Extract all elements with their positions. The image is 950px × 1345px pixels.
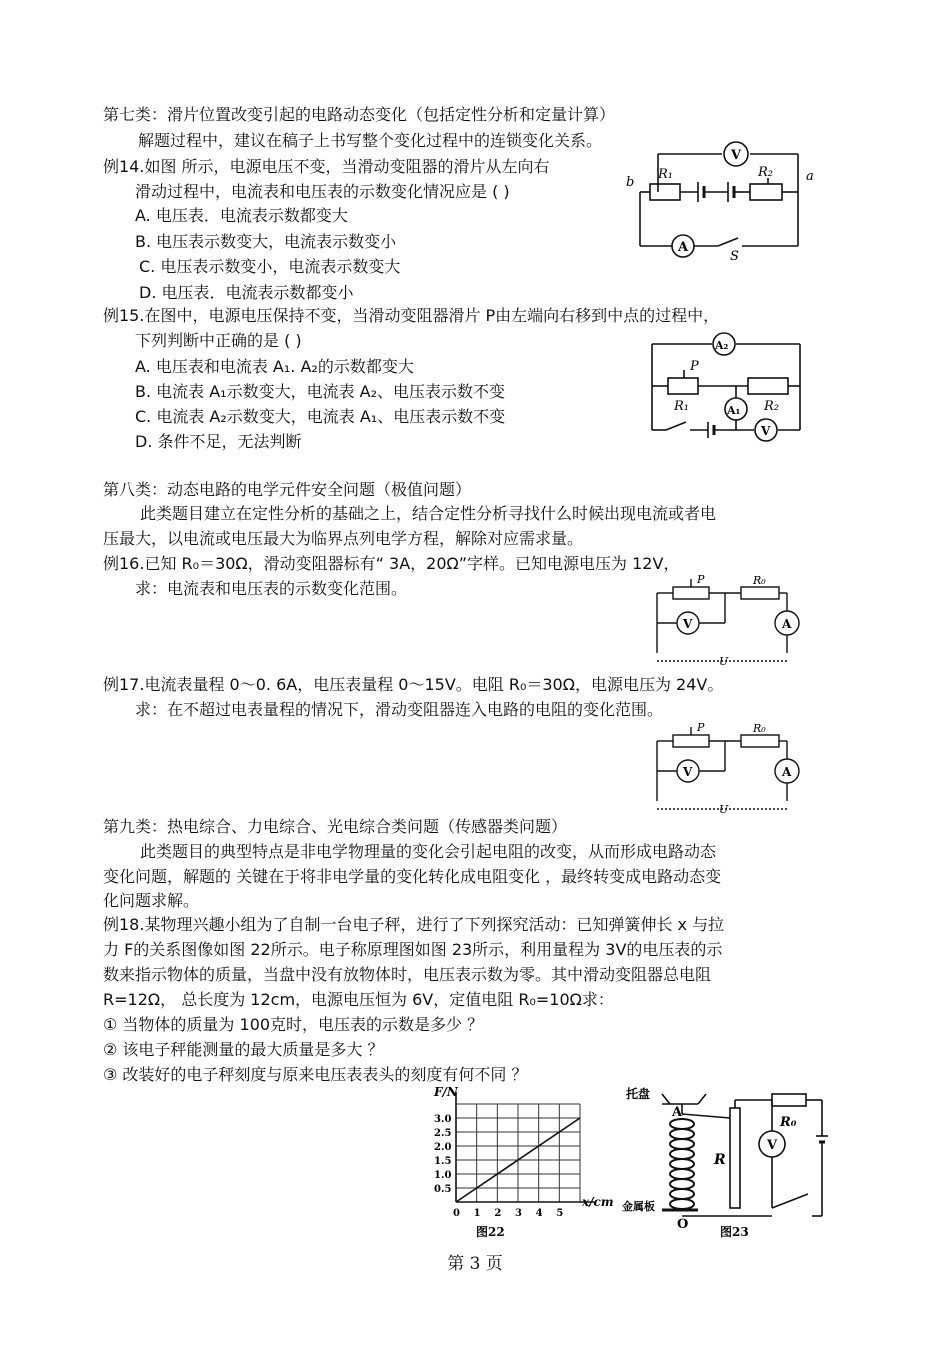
- ex16-question-line2: 求：电流表和电压表的示数变化范围。: [135, 579, 408, 598]
- ex15-option-d: D. 条件不足，无法判断: [135, 432, 302, 451]
- figure22-chart: [420, 1080, 620, 1240]
- ex18-question-line2: 力 F的关系图像如图 22所示。电子称原理图如图 23所示，利用量程为 3V的电压表的示: [103, 940, 723, 959]
- ex18-question-line3: 数来指示物体的质量，当盘中没有放物体时，电压表示数为零。其中滑动变阻器总电阻: [103, 965, 712, 984]
- switch-label: S: [730, 249, 739, 264]
- ex16-question-line1: 例16.已知 R₀＝30Ω，滑动变阻器标有“ 3A，20Ω”字样。已知电源电压为 12V，: [103, 554, 680, 573]
- ex14-circuit-diagram: [618, 134, 826, 264]
- x-tick-label: 5: [556, 1208, 564, 1219]
- voltmeter-label: V: [731, 148, 742, 163]
- r2-label: R₂: [764, 399, 779, 414]
- voltmeter-label: V: [761, 424, 771, 438]
- r0-label: R₀: [753, 722, 766, 735]
- slider-p-label: P: [690, 359, 699, 374]
- y-tick-label: 1.0: [434, 1170, 452, 1181]
- ex15-question-line2: 下列判断中正确的是 ( ): [135, 331, 302, 350]
- terminal-a-label: a: [806, 169, 814, 184]
- tray-label: 托盘: [626, 1087, 651, 1101]
- voltage-u-label: U: [719, 655, 729, 668]
- section9-desc3: 化问题求解。: [103, 891, 200, 910]
- ex18-question-line1: 例18.某物理兴趣小组为了自制一台电子秤，进行了下列探究活动：已知弹簧伸长 x 与拉: [103, 915, 725, 934]
- x-tick-label: 4: [535, 1208, 543, 1219]
- ex16-circuit-diagram: [645, 571, 809, 668]
- ex15-circuit-diagram: [632, 330, 816, 447]
- r1-label: R₁: [658, 167, 673, 182]
- slider-p-label: P: [697, 573, 705, 586]
- x-axis-label: x/cm: [582, 1195, 614, 1209]
- figure22-caption: 图22: [476, 1225, 505, 1239]
- ex17-question-line1: 例17.电流表量程 0～0. 6A，电压表量程 0～15V。电阻 R₀＝30Ω，电源电压为 24V。: [103, 675, 724, 694]
- ex14-option-d: D. 电压表．电流表示数都变小: [139, 283, 354, 302]
- x-tick-label: 0: [453, 1208, 460, 1219]
- ammeter-label: A: [678, 240, 689, 255]
- ex14-option-a: A. 电压表．电流表示数都变大: [135, 206, 348, 225]
- y-tick-label: 1.5: [434, 1156, 452, 1167]
- r1-label: R₁: [674, 399, 689, 414]
- a2-label: A₂: [715, 339, 729, 352]
- ex18-subquestion-1: ① 当物体的质量为 100克时，电压表的示数是多少 ？: [103, 1015, 484, 1034]
- ex15-option-c: C. 电流表 A₂示数变大，电流表 A₁、电压表示数不变: [135, 407, 506, 426]
- ex18-question-line4: R=12Ω， 总长度为 12cm，电源电压恒为 6V，定值电阻 R₀=10Ω求：: [103, 990, 614, 1009]
- y-tick-label: 2.5: [434, 1128, 452, 1139]
- r0-label: R₀: [753, 574, 766, 587]
- point-o-label: O: [677, 1217, 689, 1232]
- y-tick-label: 0.5: [434, 1184, 452, 1195]
- ex17-circuit-diagram: [645, 719, 809, 816]
- voltmeter-label: V: [683, 765, 693, 779]
- ex14-question-line1: 例14.如图 所示，电源电压不变，当滑动变阻器的滑片从左向右: [103, 157, 550, 176]
- figure23-circuit-diagram: [622, 1076, 834, 1240]
- section9-desc2: 变化问题，解题的 关键在于将非电学量的变化转化成电阻变化 ，最终转变成电路动态变: [103, 867, 722, 886]
- ammeter-label: A: [782, 617, 792, 631]
- section9-title: 第九类：热电综合、力电综合、光电综合类问题（传感器类问题）: [103, 817, 568, 836]
- voltage-u-label: U: [719, 803, 729, 816]
- section9-desc1: 此类题目的典型特点是非电学物理量的变化会引起电阻的改变，从而形成电路动态: [140, 842, 717, 861]
- ex15-option-a: A. 电压表和电流表 A₁. A₂的示数都变大: [135, 357, 414, 376]
- y-tick-label: 2.0: [434, 1142, 452, 1153]
- ammeter-label: A: [782, 765, 792, 779]
- terminal-b-label: b: [626, 175, 635, 190]
- voltmeter-label: V: [767, 1138, 778, 1153]
- page-number: 第 3 页: [447, 1254, 503, 1274]
- section8-desc2: 压最大，以电流或电压最大为临界点列电学方程，解除对应需求量。: [103, 529, 584, 548]
- resistor-r-label: R: [714, 1152, 726, 1168]
- ex17-question-line2: 求：在不超过电表量程的情况下，滑动变阻器连入电路的电阻的变化范围。: [135, 700, 664, 719]
- section7-title: 第七类：滑片位置改变引起的电路动态变化（包括定性分析和定量计算）: [103, 105, 616, 124]
- voltmeter-label: V: [683, 617, 693, 631]
- ex18-subquestion-2: ② 该电子秤能测量的最大质量是多大 ？: [103, 1040, 384, 1059]
- section8-desc1: 此类题目建立在定性分析的基础之上，结合定性分析寻找什么时候出现电流或者电: [140, 504, 717, 523]
- ex18-subquestion-3: ③ 改装好的电子秤刻度与原来电压表表头的刻度有何不同 ？: [103, 1065, 528, 1084]
- section8-title: 第八类：动态电路的电学元件安全问题（极值问题）: [103, 480, 472, 499]
- r0-label: R₀: [780, 1115, 797, 1130]
- a1-label: A₁: [727, 404, 741, 417]
- ex14-question-line2: 滑动过程中，电流表和电压表的示数变化情况应是 ( ): [135, 182, 510, 201]
- ex15-question-line1: 例15.在图中，电源电压保持不变，当滑动变阻器滑片 P由左端向右移到中点的过程中，: [103, 306, 720, 325]
- figure23-caption: 图23: [720, 1225, 749, 1239]
- ex14-option-c: C. 电压表示数变小，电流表示数变大: [139, 257, 401, 276]
- r2-label: R₂: [758, 165, 773, 180]
- x-tick-label: 1: [473, 1208, 481, 1219]
- y-tick-label: 3.0: [434, 1114, 452, 1125]
- y-axis-label: F/N: [434, 1085, 458, 1099]
- ex15-option-b: B. 电流表 A₁示数变大，电流表 A₂、电压表示数不变: [135, 382, 506, 401]
- metal-plate-label: 金属板: [622, 1200, 655, 1213]
- slider-p-label: P: [697, 721, 705, 734]
- x-tick-label: 3: [515, 1208, 522, 1219]
- point-a-label: A: [672, 1105, 683, 1120]
- ex14-option-b: B. 电压表示数变大，电流表示数变小: [135, 232, 397, 251]
- section7-desc: 解题过程中，建议在稿子上书写整个变化过程中的连锁变化关系。: [138, 131, 603, 150]
- x-tick-label: 2: [494, 1208, 502, 1219]
